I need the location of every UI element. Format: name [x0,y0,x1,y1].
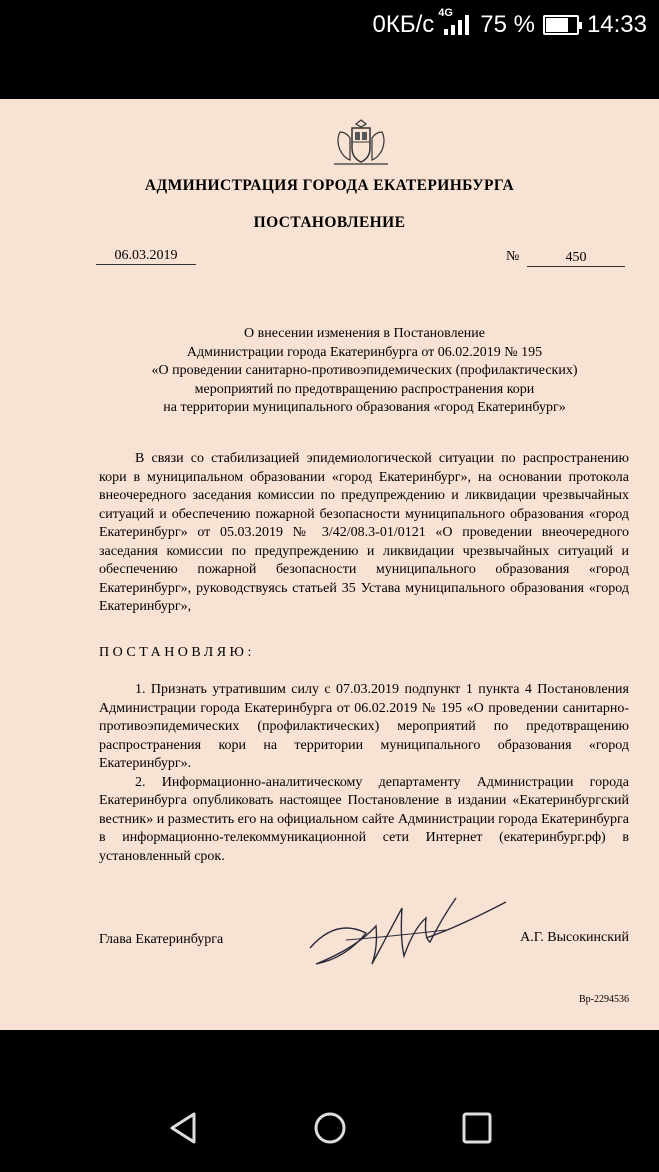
back-icon[interactable] [164,1108,204,1148]
status-bar [0,0,659,99]
organization-header: АДМИНИСТРАЦИЯ ГОРОДА ЕКАТЕРИНБУРГА [144,177,515,194]
footer-code: Вр-2294536 [579,994,629,1005]
title-line: мероприятий по предотвращению распространения кори [194,381,535,397]
document-title [100,325,629,418]
signatory-name: А.Г. Высокинский [520,930,629,945]
resolution-item: 2. Информационно-аналитическому департаменту Администрации города Екатеринбурга опубликовать настоящее Постановление в издании «Екатеринбургский вестник» и разместить его на официальном сайте Администрации города Екатеринбурга в информационно-телекоммуникационной сети Интернет (екатеринбург.рф) в установленный срок. [99,774,629,864]
battery-percent: 75 % [480,11,535,38]
signal-icon [438,7,472,37]
battery-icon [543,15,579,35]
document-date: 06.03.2019 [96,248,196,265]
network-type: 4G [438,7,453,19]
resolution-item: 1. Признать утратившим силу с 07.03.2019 подпункт 1 пункта 4 Постановления Администрации города Екатеринбурга от 06.02.2019 № 195 «О проведении санитарно-противоэпидемических (профилактических) мероприятий по предотвращению распространения кори на территории муниципального образования «город Екатеринбург». [99,682,629,771]
coat-of-arms-icon [330,118,392,168]
resolution-items [99,681,629,866]
data-speed: 0КБ/с [372,11,435,38]
signatory-title: Глава Екатеринбурга [99,932,224,947]
recents-icon[interactable] [457,1108,497,1148]
number-label: № [506,249,520,264]
title-line: «О проведении санитарно-противоэпидемических (профилактических) [151,363,578,378]
navigation-bar [0,1030,659,1172]
title-line: О внесении изменения в Постановление [244,326,485,341]
clock: 14:33 [586,11,647,38]
resolve-heading: ПОСТАНОВЛЯЮ: [99,645,255,660]
title-line: на территории муниципального образования «город Екатеринбург» [163,400,566,415]
preamble-paragraph: В связи со стабилизацией эпидемиологической ситуации по распространению кори в муниципальном образовании «город Екатеринбург», на основании протокола внеочередного заседания комиссии по предупреждению и ликвидации чрезвычайных ситуаций и обеспечению пожарной безопасности муниципального образования «город Екатеринбург» от 05.03.2019 № 3/42/08.3-01/0121 «О проведении внеочередного заседания комиссии по предупреждению и ликвидации чрезвычайных ситуаций и обеспечению пожарной безопасности муниципального образования «город Екатеринбург», руководствуясь статьей 35 Устава муниципального образования «город Екатеринбург», [99,451,629,614]
home-icon[interactable] [310,1108,350,1148]
title-line: Администрации города Екатеринбурга от 06.02.2019 № 195 [186,344,543,360]
document-type: ПОСТАНОВЛЕНИЕ [253,214,406,231]
handwritten-signature [306,878,510,972]
battery-fill [546,18,569,32]
document-number: 450 [527,250,625,267]
